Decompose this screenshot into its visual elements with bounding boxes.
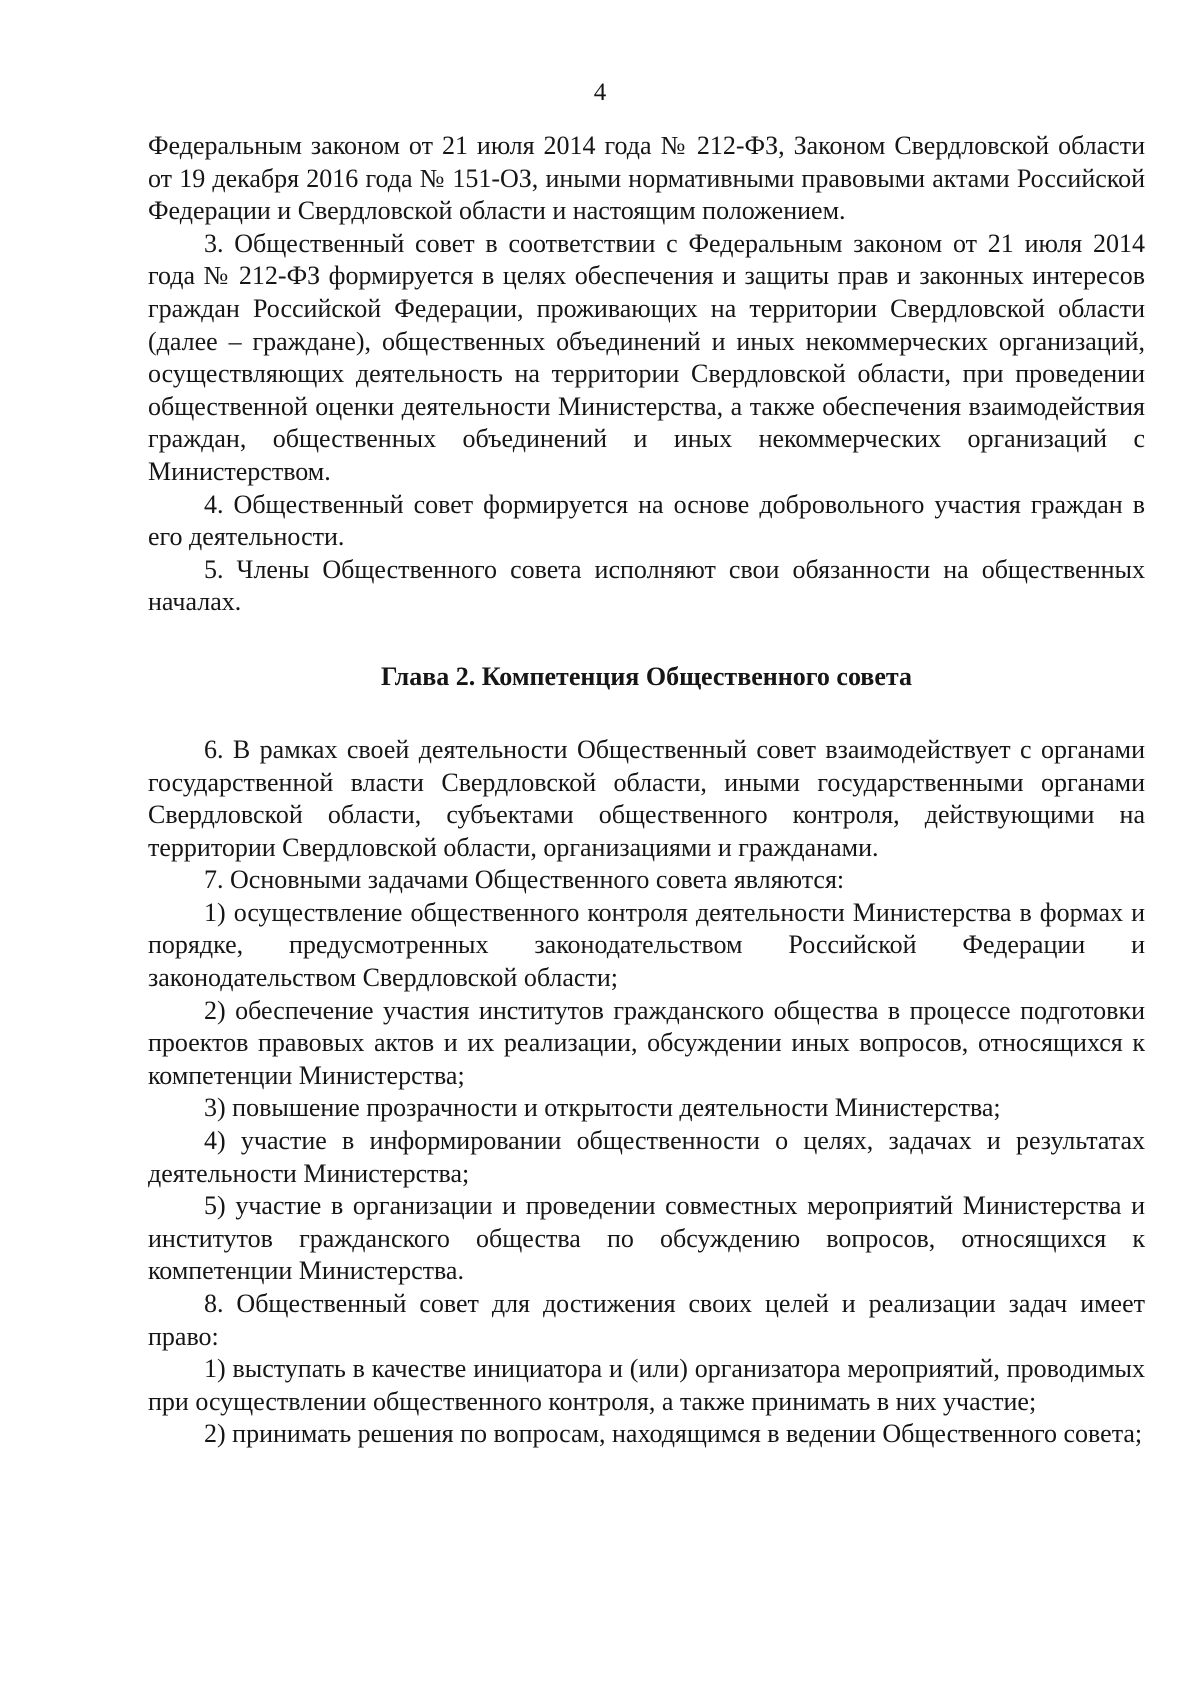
paragraph-7: 7. Основными задачами Общественного совета являются:: [204, 865, 845, 895]
paragraph-5: 5. Члены Общественного совета исполняют свои обязанности на общественных началах.: [148, 554, 1145, 617]
list-item-8-2: 2) принимать решения по вопросам, находящимся в ведении Общественного совета;: [204, 1419, 1143, 1449]
list-item-7-5: 5) участие в организации и проведении совместных мероприятий Министерства и институтов гражданского общества по обсуждению вопросов, относящихся к компетенции Министерства.: [148, 1191, 1145, 1286]
list-item-7-2: 2) обеспечение участия институтов гражданского общества в процессе подготовки проектов правовых актов и их реализации, обсуждении иных вопросов, относящихся к компетенции Министерства;: [148, 995, 1145, 1090]
paragraph-3: 3. Общественный совет в соответствии с Федеральным законом от 21 июля 2014 года № 212-ФЗ формируется в целях обеспечения и защиты прав и законных интересов граждан Российской Федерации, проживающих на территории Свердловской области (далее – граждане), общественных объединений и иных некоммерческих организаций, осуществляющих деятельность на территории Свердловской области, при проведении общественной оценки деятельности Министерства, а также обеспечения взаимодействия граждан, общественных объединений и иных некоммерческих организаций с Министерством.: [148, 228, 1145, 486]
chapter-heading: Глава 2. Компетенция Общественного совета: [381, 661, 912, 691]
list-item-7-3: 3) повышение прозрачности и открытости деятельности Министерства;: [204, 1093, 1001, 1123]
paragraph-6: 6. В рамках своей деятельности Общественный совет взаимодействует с органами государственной власти Свердловской области, иными государственными органами Свердловской области, субъектами общественного контроля, действующими на территории Свердловской области, организациями и гражданами.: [148, 734, 1145, 862]
paragraph-8: 8. Общественный совет для достижения своих целей и реализации задач имеет право:: [148, 1289, 1145, 1351]
list-item-7-1: 1) осуществление общественного контроля деятельности Министерства в формах и порядке, предусмотренных законодательством Российской Федерации и законодательством Свердловской области;: [148, 897, 1145, 993]
document-body: [148, 130, 1145, 1451]
page-number: 4: [593, 79, 607, 106]
list-item-8-1: 1) выступать в качестве инициатора и (или) организатора мероприятий, проводимых при осуществлении общественного контроля, а также принимать в них участие;: [148, 1354, 1145, 1416]
paragraph-4: 4. Общественный совет формируется на основе добровольного участия граждан в его деятельности.: [148, 489, 1145, 552]
list-item-7-4: 4) участие в информировании общественности о целях, задачах и результатах деятельности Министерства;: [148, 1126, 1145, 1188]
paragraph-continuation: Федеральным законом от 21 июля 2014 года № 212-ФЗ, Законом Свердловской области от 19 декабря 2016 года № 151-ОЗ, иными нормативными правовыми актами Российской Федерации и Свердловской области и настоящим положением.: [148, 131, 1145, 226]
